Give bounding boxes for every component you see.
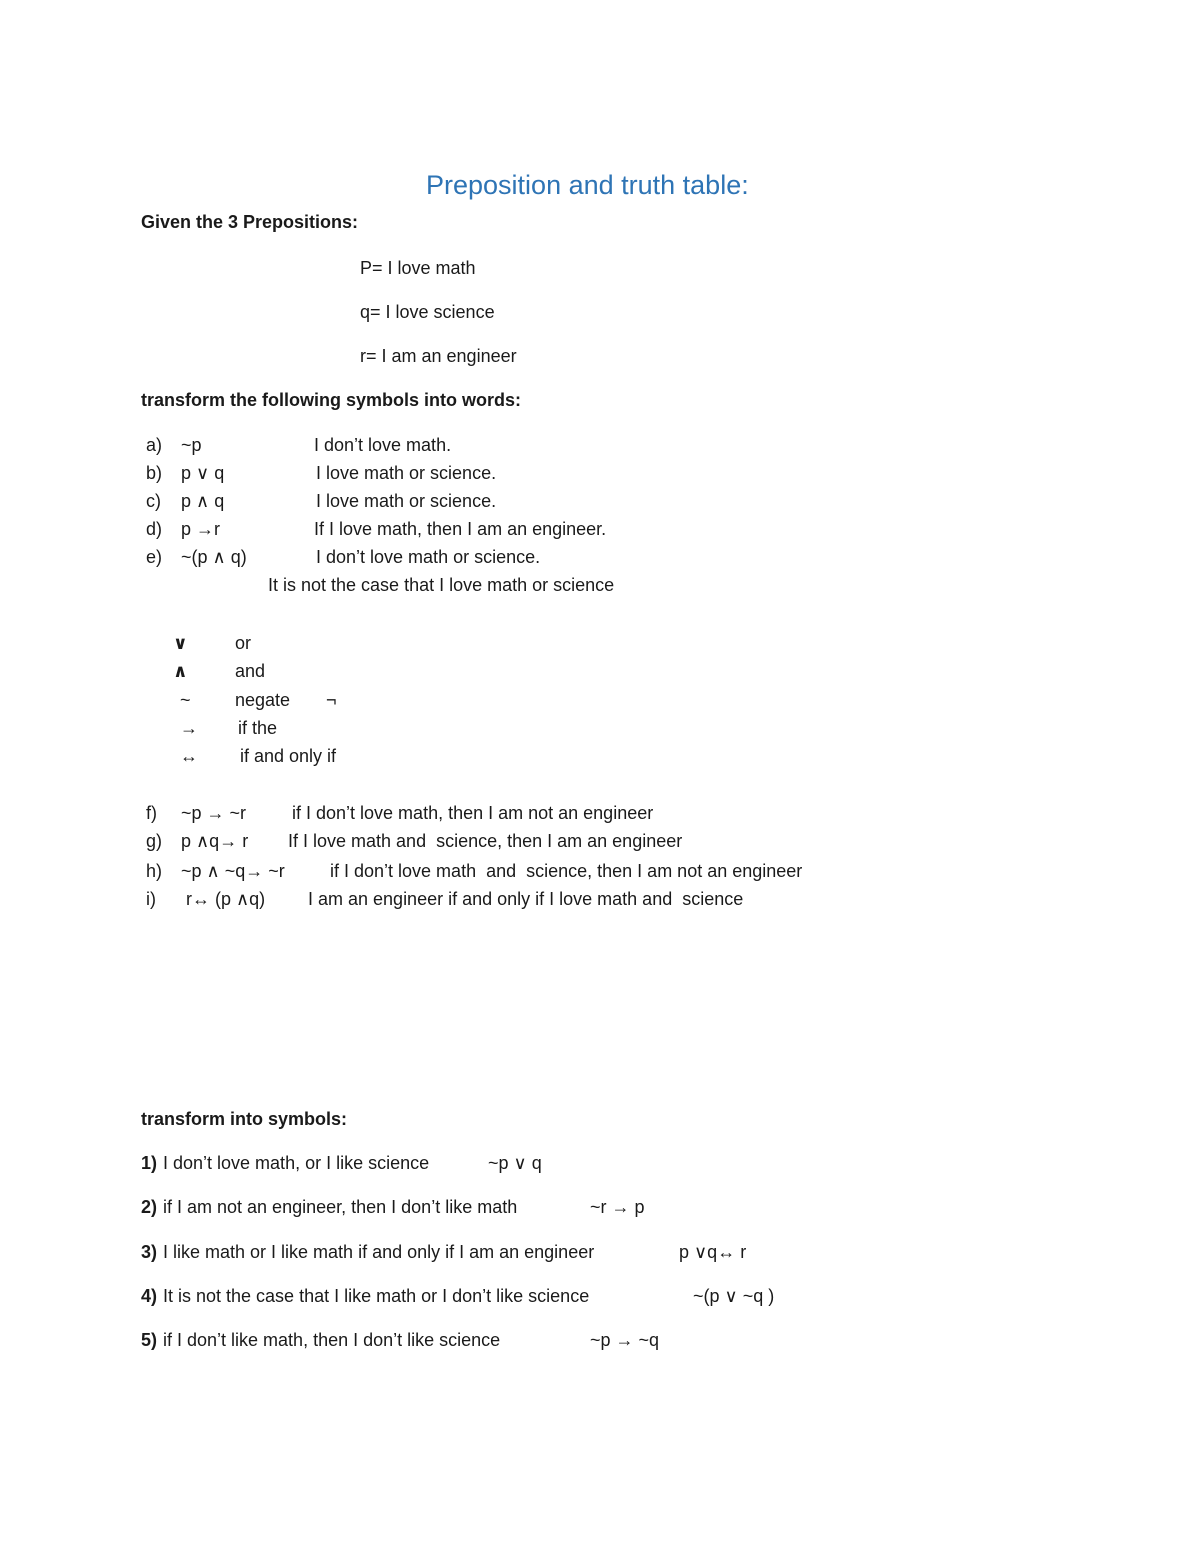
list-item-expression: p →r	[181, 519, 221, 539]
list-item-marker: d)	[146, 519, 163, 539]
question-number: 4)	[141, 1286, 158, 1306]
list-item-extra-text: It is not the case that I love math or science	[268, 575, 615, 595]
legend-meaning: and	[235, 661, 266, 681]
list-item-marker: g)	[146, 831, 163, 851]
question-text: if I am not an engineer, then I don’t like math	[163, 1197, 518, 1217]
question-text: I like math or I like math if and only if I am an engineer	[163, 1242, 595, 1262]
list-item-marker: a)	[146, 435, 163, 455]
question-text: I don’t love math, or I like science	[163, 1153, 430, 1173]
list-item-text: if I don’t love math and science, then I am not an engineer	[330, 861, 803, 881]
definition-p: P= I love math	[360, 258, 476, 278]
list-item-marker: c)	[146, 491, 161, 511]
list-item-text: If I love math, then I am an engineer.	[314, 519, 607, 539]
answer-expression: ~(p ∨ ~q )	[693, 1286, 775, 1306]
list-item-expression: ~p ∧ ~q→ ~r	[181, 861, 285, 881]
definition-r: r= I am an engineer	[360, 346, 517, 366]
question-text: It is not the case that I like math or I don’t like science	[163, 1286, 590, 1306]
legend-meaning: or	[235, 633, 252, 653]
list-item-marker: i)	[146, 889, 156, 909]
list-item-expression: ~(p ∧ q)	[181, 547, 247, 567]
question-number: 5)	[141, 1330, 158, 1350]
definition-q: q= I love science	[360, 302, 495, 322]
answer-expression: ~p → ~q	[590, 1330, 660, 1350]
words-heading: transform the following symbols into words:	[141, 390, 522, 410]
list-item-text: I am an engineer if and only if I love math and science	[308, 889, 744, 909]
question-number: 1)	[141, 1153, 158, 1173]
answer-expression: p ∨q↔ r	[679, 1242, 747, 1262]
list-item-expression: ~p	[181, 435, 202, 455]
question-number: 2)	[141, 1197, 158, 1217]
or-symbol-icon: ∨	[173, 633, 188, 653]
list-item-expression: p ∧q→ r	[181, 831, 249, 851]
list-item-expression: ~p → ~r	[181, 803, 247, 823]
list-item-expression: p ∧ q	[181, 491, 225, 511]
list-item-expression: p ∨ q	[181, 463, 225, 483]
list-item-text: I don’t love math.	[314, 435, 452, 455]
implication-arrow-icon: →	[180, 718, 198, 738]
list-item-marker: h)	[146, 861, 163, 881]
list-item-expression: r↔ (p ∧q)	[186, 889, 266, 909]
list-item-text: I don’t love math or science.	[316, 547, 541, 567]
list-item-text: I love math or science.	[316, 463, 497, 483]
negation-alt-symbol-icon: ¬	[326, 690, 337, 710]
list-item-text: I love math or science.	[316, 491, 497, 511]
list-item-marker: b)	[146, 463, 163, 483]
legend-meaning: if the	[238, 718, 278, 738]
answer-expression: ~p ∨ q	[488, 1153, 542, 1173]
biconditional-arrow-icon: ↔	[180, 746, 198, 766]
list-item-marker: f)	[146, 803, 157, 823]
list-item-text: if I don’t love math, then I am not an engineer	[292, 803, 654, 823]
page-title: Preposition and truth table:	[426, 170, 749, 200]
given-heading: Given the 3 Prepositions:	[141, 212, 359, 232]
symbols-heading: transform into symbols:	[141, 1109, 348, 1129]
question-number: 3)	[141, 1242, 158, 1262]
negation-symbol-icon: ~	[180, 690, 191, 710]
and-symbol-icon: ∧	[173, 661, 188, 681]
legend-meaning: if and only if	[240, 746, 337, 766]
list-item-text: If I love math and science, then I am an engineer	[288, 831, 683, 851]
answer-expression: ~r → p	[590, 1197, 645, 1217]
list-item-marker: e)	[146, 547, 163, 567]
legend-meaning: negate	[235, 690, 291, 710]
question-text: if I don’t like math, then I don’t like science	[163, 1330, 501, 1350]
